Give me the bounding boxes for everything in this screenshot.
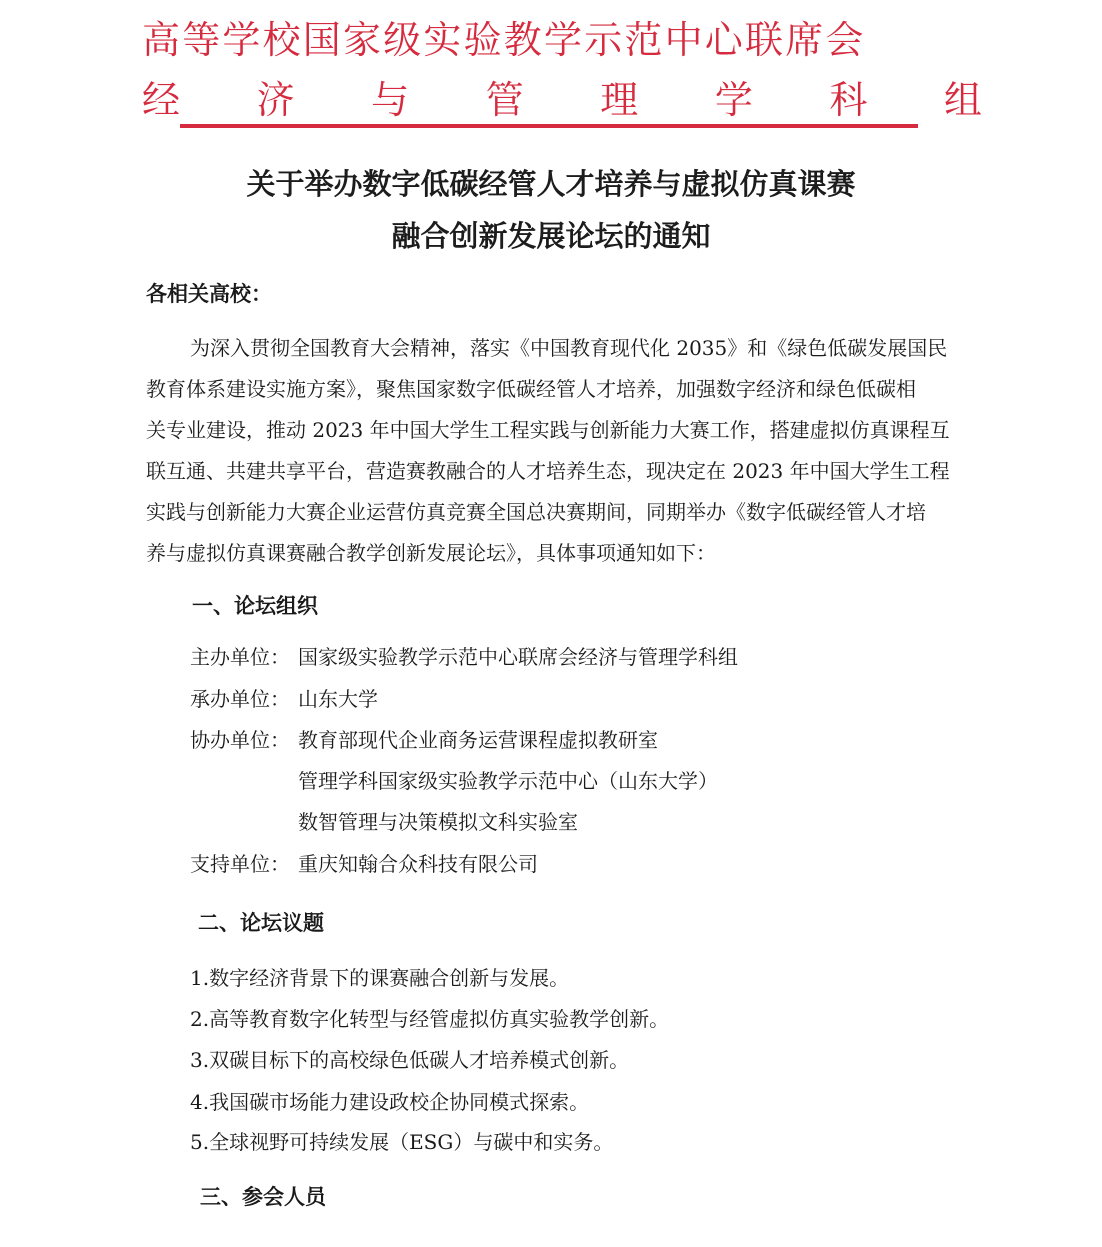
intro-line: 实践与创新能力大赛企业运营仿真竞赛全国总决赛期间，同期举办《数字低碳经管人才培 bbox=[146, 500, 926, 524]
topic-item: 1.数字经济背景下的课赛融合创新与发展。 bbox=[190, 966, 570, 990]
letterhead-line-1: 高等学校国家级实验教学示范中心联席会 bbox=[142, 18, 866, 62]
intro-line: 联互通、共建共享平台，营造赛教融合的人才培养生态，现决定在 2023 年中国大学生工程 bbox=[146, 459, 950, 483]
host-row bbox=[190, 641, 738, 673]
support-row bbox=[190, 848, 538, 880]
intro-line: 养与虚拟仿真课赛融合教学创新发展论坛》，具体事项通知如下： bbox=[146, 541, 716, 565]
organizer-row bbox=[190, 683, 378, 715]
document-title-line-2: 融合创新发展论坛的通知 bbox=[391, 219, 711, 253]
section-3-heading: 三、参会人员 bbox=[200, 1185, 326, 1209]
letterhead-char: 科 bbox=[829, 78, 868, 122]
organizer-label: 承办单位： bbox=[190, 687, 290, 711]
co-organizer-label: 协办单位： bbox=[190, 728, 290, 752]
intro-line: 关专业建设，推动 2023 年中国大学生工程实践与创新能力大赛工作，搭建虚拟仿真课程互 bbox=[146, 418, 950, 442]
organizer-value: 山东大学 bbox=[298, 687, 378, 711]
letterhead-char: 与 bbox=[371, 78, 410, 122]
intro-line: 教育体系建设实施方案》，聚焦国家数字低碳经管人才培养，加强数字经济和绿色低碳相 bbox=[146, 377, 916, 401]
co-organizer-value: 教育部现代企业商务运营课程虚拟教研室 bbox=[298, 728, 658, 752]
letterhead-char: 学 bbox=[714, 78, 753, 122]
document-title-line-1: 关于举办数字低碳经管人才培养与虚拟仿真课赛 bbox=[246, 167, 856, 201]
salutation: 各相关高校： bbox=[146, 282, 272, 306]
letterhead-char: 理 bbox=[600, 78, 639, 122]
letterhead-line-2 bbox=[142, 74, 982, 126]
letterhead-char: 济 bbox=[256, 78, 295, 122]
intro-paragraph bbox=[146, 328, 986, 574]
support-value: 重庆知翰合众科技有限公司 bbox=[298, 852, 538, 876]
host-label: 主办单位： bbox=[190, 645, 290, 669]
topic-item: 3.双碳目标下的高校绿色低碳人才培养模式创新。 bbox=[190, 1048, 630, 1072]
topic-item: 2.高等教育数字化转型与经管虚拟仿真实验教学创新。 bbox=[190, 1007, 670, 1031]
support-label: 支持单位： bbox=[190, 852, 290, 876]
co-organizer-value: 数智管理与决策模拟文科实验室 bbox=[298, 810, 578, 834]
host-value: 国家级实验教学示范中心联席会经济与管理学科组 bbox=[298, 645, 738, 669]
letterhead-char: 管 bbox=[485, 78, 524, 122]
letterhead-char: 经 bbox=[142, 78, 181, 122]
section-2-heading: 二、论坛议题 bbox=[198, 911, 324, 935]
co-organizer-row bbox=[190, 724, 658, 756]
letterhead-char: 组 bbox=[943, 78, 982, 122]
section-1-heading: 一、论坛组织 bbox=[192, 594, 318, 618]
intro-line: 为深入贯彻全国教育大会精神，落实《中国教育现代化 2035》和《绿色低碳发展国民 bbox=[190, 336, 948, 360]
co-organizer-row bbox=[190, 806, 578, 838]
topic-item: 4.我国碳市场能力建设政校企协同模式探索。 bbox=[190, 1090, 590, 1114]
topic-item: 5.全球视野可持续发展（ESG）与碳中和实务。 bbox=[190, 1130, 614, 1154]
co-organizer-row bbox=[190, 765, 718, 797]
letterhead-rule bbox=[180, 124, 918, 128]
co-organizer-value: 管理学科国家级实验教学示范中心（山东大学） bbox=[298, 769, 718, 793]
